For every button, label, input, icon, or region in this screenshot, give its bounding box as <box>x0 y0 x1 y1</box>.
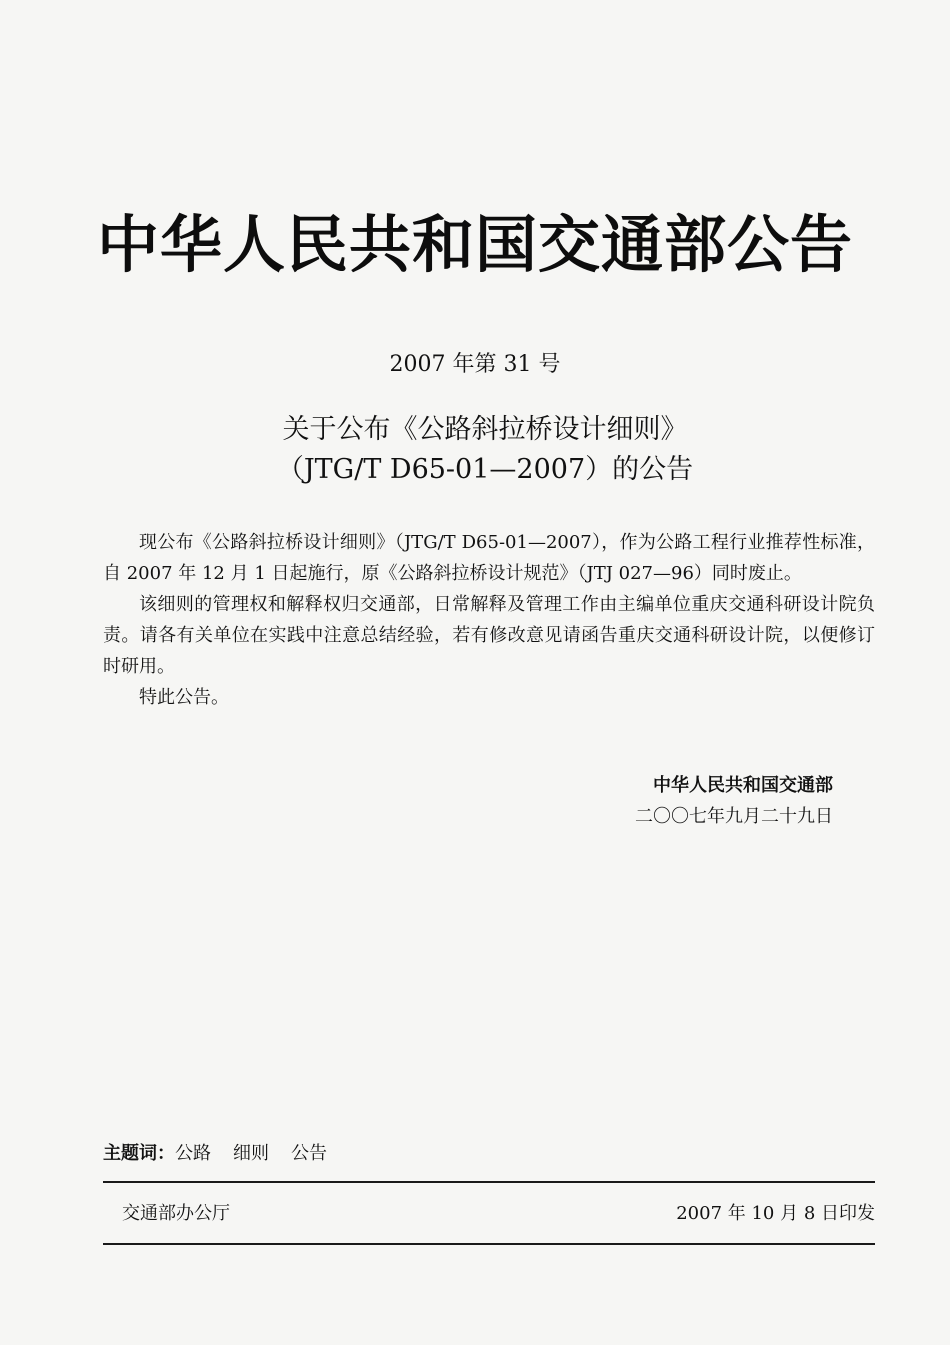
issue-date: 2007 年 10 月 8 日印发 <box>676 1203 875 1224</box>
body-paragraph-2: 该细则的管理权和解释权归交通部，日常解释及管理工作由主编单位重庆交通科研设计院负责。请各有关单位在实践中注意总结经验，若有修改意见请函告重庆交通科研设计院，以便修订时研用。 <box>103 594 875 677</box>
signing-organization: 中华人民共和国交通部 <box>653 775 833 796</box>
page-title: 中华人民共和国交通部公告 <box>96 208 853 281</box>
keyword-item: 公告 <box>291 1143 327 1164</box>
keywords-label: 主题词： <box>103 1143 175 1164</box>
signing-date: 二〇〇七年九月二十九日 <box>635 806 833 827</box>
subject-line-2: （JTG/T D65-01—2007）的公告 <box>276 454 694 485</box>
keywords-line <box>103 1139 327 1169</box>
subject-line-1: 关于公布《公路斜拉桥设计细则》 <box>282 414 688 445</box>
issuing-office: 交通部办公厅 <box>122 1203 230 1224</box>
announcement-body <box>103 527 875 713</box>
keyword-item: 细则 <box>233 1143 269 1164</box>
keyword-item: 公路 <box>175 1143 211 1164</box>
footer-divider-bottom <box>103 1243 875 1245</box>
body-paragraph-3: 特此公告。 <box>139 687 229 708</box>
footer-divider-top <box>103 1181 875 1183</box>
body-paragraph-1: 现公布《公路斜拉桥设计细则》（JTG/T D65-01—2007），作为公路工程行业推荐性标准，自 2007 年 12 月 1 日起施行，原《公路斜拉桥设计规范》（JTJ 027—96）同时废止。 <box>103 532 875 584</box>
document-number: 2007 年第 31 号 <box>389 352 561 377</box>
